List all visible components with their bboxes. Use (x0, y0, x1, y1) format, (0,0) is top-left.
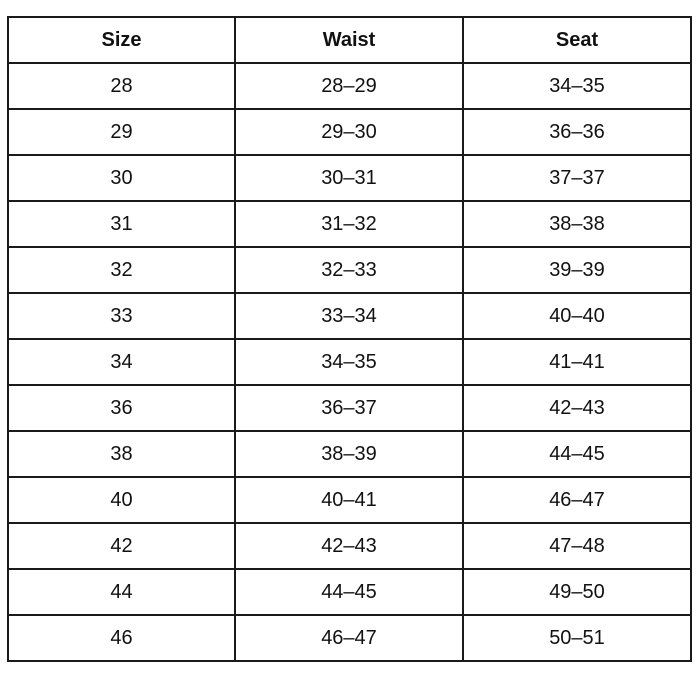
cell-seat: 39–39 (463, 247, 691, 293)
header-waist: Waist (235, 17, 463, 63)
cell-seat: 44–45 (463, 431, 691, 477)
table-row (8, 523, 691, 569)
cell-seat: 49–50 (463, 569, 691, 615)
table-body (8, 63, 691, 661)
cell-waist: 36–37 (235, 385, 463, 431)
cell-seat: 40–40 (463, 293, 691, 339)
cell-size: 40 (8, 477, 235, 523)
cell-waist: 38–39 (235, 431, 463, 477)
cell-seat: 37–37 (463, 155, 691, 201)
cell-size: 29 (8, 109, 235, 155)
cell-seat: 42–43 (463, 385, 691, 431)
cell-size: 30 (8, 155, 235, 201)
cell-size: 34 (8, 339, 235, 385)
cell-waist: 42–43 (235, 523, 463, 569)
table-row (8, 569, 691, 615)
cell-size: 38 (8, 431, 235, 477)
cell-waist: 32–33 (235, 247, 463, 293)
cell-waist: 34–35 (235, 339, 463, 385)
table-row (8, 477, 691, 523)
table-row (8, 63, 691, 109)
cell-waist: 31–32 (235, 201, 463, 247)
table-row (8, 615, 691, 661)
cell-seat: 34–35 (463, 63, 691, 109)
size-chart-table (7, 16, 692, 662)
cell-seat: 47–48 (463, 523, 691, 569)
header-size: Size (8, 17, 235, 63)
cell-size: 28 (8, 63, 235, 109)
cell-waist: 29–30 (235, 109, 463, 155)
table-row (8, 431, 691, 477)
table-row (8, 339, 691, 385)
cell-size: 31 (8, 201, 235, 247)
cell-seat: 36–36 (463, 109, 691, 155)
cell-size: 44 (8, 569, 235, 615)
cell-waist: 33–34 (235, 293, 463, 339)
cell-waist: 28–29 (235, 63, 463, 109)
cell-seat: 46–47 (463, 477, 691, 523)
cell-size: 46 (8, 615, 235, 661)
cell-size: 32 (8, 247, 235, 293)
cell-size: 42 (8, 523, 235, 569)
cell-seat: 41–41 (463, 339, 691, 385)
cell-waist: 40–41 (235, 477, 463, 523)
cell-size: 33 (8, 293, 235, 339)
table-row (8, 385, 691, 431)
cell-seat: 38–38 (463, 201, 691, 247)
table-row (8, 293, 691, 339)
cell-size: 36 (8, 385, 235, 431)
header-seat: Seat (463, 17, 691, 63)
cell-waist: 44–45 (235, 569, 463, 615)
cell-waist: 46–47 (235, 615, 463, 661)
table-row (8, 109, 691, 155)
table-header-row (8, 17, 691, 63)
table-row (8, 247, 691, 293)
table-row (8, 201, 691, 247)
cell-waist: 30–31 (235, 155, 463, 201)
table-row (8, 155, 691, 201)
cell-seat: 50–51 (463, 615, 691, 661)
